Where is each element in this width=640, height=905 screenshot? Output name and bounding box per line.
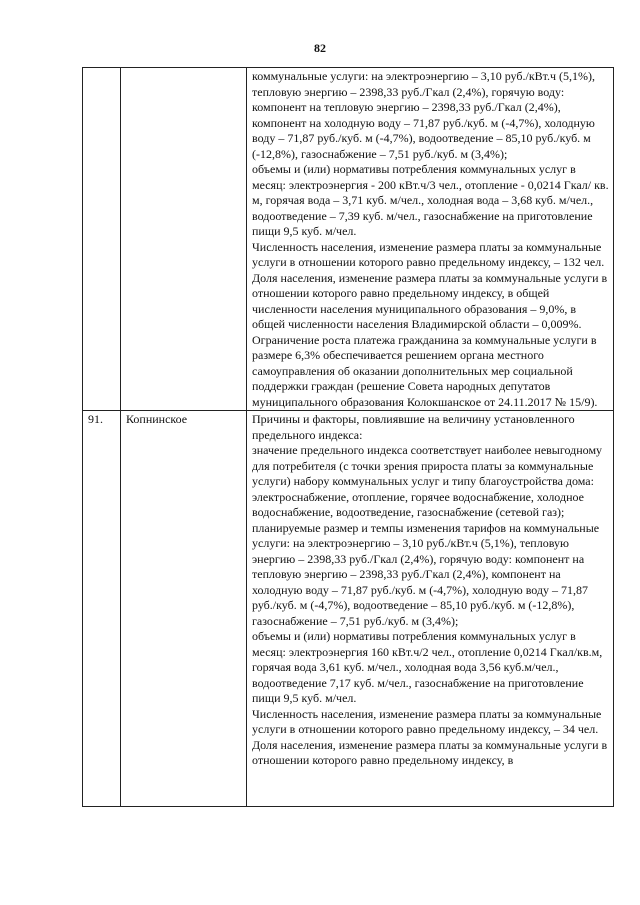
table-row xyxy=(83,68,614,411)
paragraph: значение предельного индекса соответствует наиболее невыгодному для потребителя (с точки зрения прироста платы за коммунальные услуги) набору коммунальных услуг и типу благоустройства дома: электроснабжение, отопление, горячее водоснабжение, холодное водоснабжение, водоотведение, газоснабжение (сетевой газ); xyxy=(252,443,603,519)
description-text xyxy=(247,411,613,806)
page-number: 82 xyxy=(314,41,326,55)
paragraph: Численность населения, изменение размера платы за коммунальные услуги в отношении которого равно предельному индексу, – 34 чел. xyxy=(252,706,602,736)
paragraph: объемы и (или) нормативы потребления коммунальных услуг в месяц: электроэнергия - 200 кВт.ч/3 чел., отопление - 0,0214 Гкал/ кв. м, горячая вода – 3,71 куб. м/чел., холодная вода – 3,68 куб. м/чел., водоотведение – 7,39 куб. м/чел., газоснабжение на приготовление пищи 9,5 куб. м/чел. xyxy=(252,162,609,238)
row-number-cell xyxy=(83,68,121,411)
paragraph: планируемые размер и темпы изменения тарифов на коммунальные услуги: на электроэнергию – 3,10 руб./кВт.ч (5,1%), тепловую энергию – 2398,33 руб./Гкал (2,4%), горячую воду: компонент на тепловую энергию – 2398,33 руб./Гкал (2,4%), компонент на холодную воду – 71,87 руб./куб. м (-4,7%), холодную воду – 71,87 руб./куб. м (-4,7%), водоотведение – 85,10 руб./куб. м (-12,8%), газоснабжение – 7,51 руб./куб. м (3,4%); xyxy=(252,520,600,628)
row-number: 91. xyxy=(88,412,103,426)
paragraph: Доля населения, изменение размера платы за коммунальные услуги в отношении которого равно предельному индексу, в xyxy=(252,737,608,767)
municipality-name xyxy=(121,68,246,69)
paragraph: Доля населения, изменение размера платы за коммунальные услуги в отношении которого равно предельному индексу, в общей численности населения муниципального образования – 9,0%, в общей численности населения Владимирской области – 0,009%. xyxy=(252,270,608,331)
paragraph: Ограничение роста платежа гражданина за коммунальные услуги в размере 6,3% обеспечивается решением органа местного самоуправления об оказании дополнительных мер социальной поддержки граждан (решение Совета народных депутатов муниципального образования Колокшанское от 24.11.2017 № 15/9). xyxy=(252,332,598,409)
paragraph: Причины и факторы, повлиявшие на величину установленного предельного индекса: xyxy=(252,412,575,442)
document-table xyxy=(82,67,614,807)
table-row xyxy=(83,411,614,807)
paragraph: Численность населения, изменение размера платы за коммунальные услуги в отношении которого равно предельному индексу, – 132 чел. xyxy=(252,239,605,269)
description-text xyxy=(247,68,613,410)
description-cell xyxy=(247,68,614,411)
row-number xyxy=(83,68,120,69)
municipality-cell xyxy=(121,411,247,807)
paragraph: объемы и (или) нормативы потребления коммунальных услуг в месяц: электроэнергия 160 кВт.ч/2 чел., отопление 0,0214 Гкал/кв.м, горячая вода 3,61 куб. м/чел., холодная вода 3,56 куб.м/чел., водоотведение 7,17 куб. м/чел., газоснабжение на приготовление пищи 9,5 куб. м/чел. xyxy=(252,629,603,705)
municipality-name: Копнинское xyxy=(126,412,188,426)
municipality-cell xyxy=(121,68,247,411)
row-number-cell xyxy=(83,411,121,807)
description-cell xyxy=(247,411,614,807)
paragraph: коммунальные услуги: на электроэнергию – 3,10 руб./кВт.ч (5,1%), тепловую энергию – 2398,33 руб./Гкал (2,4%), горячую воду: компонент на тепловую энергию – 2398,33 руб./Гкал (2,4%), компонент на холодную воду – 71,87 руб./куб. м (-4,7%), холодную воду – 71,87 руб./куб. м (-4,7%), водоотведение – 85,10 руб./куб. м (-12,8%), газоснабжение – 7,51 руб./куб. м (3,4%); xyxy=(252,69,596,161)
